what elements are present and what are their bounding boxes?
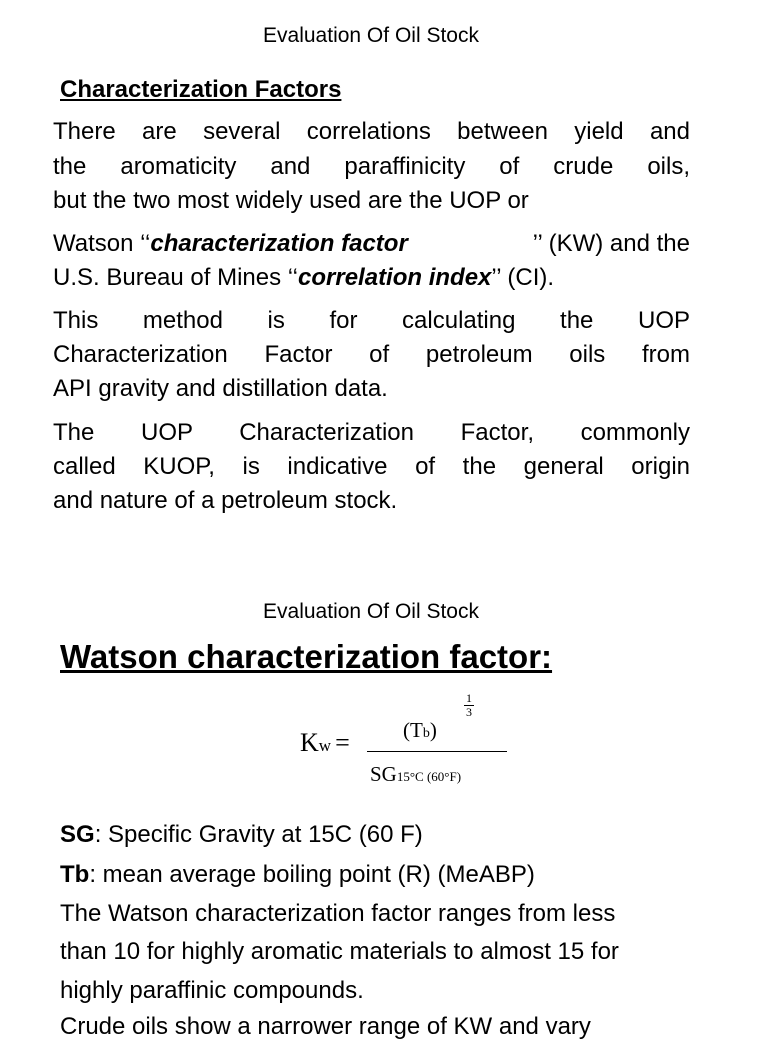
text: Watson ‘‘ (53, 230, 151, 257)
text: U.S. Bureau of Mines ‘‘ (53, 264, 299, 291)
text (408, 229, 533, 259)
exponent (464, 692, 474, 719)
sg-subscript: 15°C (60°F) (396, 769, 462, 784)
text-line: highly paraffinic compounds. (60, 977, 364, 1004)
text-line: There are several correlations between yield and (53, 118, 690, 145)
text-line: Crude oils show a narrower range of KW and vary (60, 1013, 591, 1040)
text-line: and nature of a petroleum stock. (53, 487, 398, 514)
formula-numerator (403, 718, 437, 743)
b-subscript: b (422, 726, 430, 741)
text-line: The Watson characterization factor ranges from less (60, 900, 616, 927)
slide2-header: Evaluation Of Oil Stock (263, 600, 479, 623)
tb-definition (60, 860, 535, 890)
text-line: the aromaticity and paraffinicity of crude oils, (53, 153, 690, 180)
k: K (300, 728, 319, 757)
text-line (53, 263, 690, 293)
text-line: The UOP Characterization Factor, commonly (53, 419, 690, 446)
sg-definition (60, 820, 423, 850)
exp-num: 1 (466, 691, 472, 705)
exp-den: 3 (466, 705, 472, 719)
sg-text: : Specific Gravity at 15C (60 F) (94, 821, 423, 848)
slide1-header: Evaluation Of Oil Stock (263, 24, 479, 47)
fraction-bar (367, 751, 507, 752)
text-line (53, 229, 690, 259)
watson-formula (300, 690, 520, 800)
text-line: Characterization Factor of petroleum oils from (53, 341, 690, 368)
text: ’’ (KW) and the (532, 230, 690, 257)
tb-label: Tb (60, 861, 90, 888)
text: ’’ (CI). (491, 264, 555, 291)
text-line: than 10 for highly aromatic materials to almost 15 for (60, 938, 619, 965)
text-line: but the two most widely used are the UOP or (53, 187, 529, 214)
sg-label: SG (60, 821, 95, 848)
text-line: called KUOP, is indicative of the general origin (53, 453, 690, 480)
formula-denominator (370, 762, 461, 787)
watson-heading: Watson characterization factor: (60, 638, 553, 675)
tb-text: : mean average boiling point (R) (MeABP) (89, 861, 535, 888)
text-line: API gravity and distillation data. (53, 375, 388, 402)
emphasis: correlation index (298, 264, 492, 291)
w-subscript: w (318, 736, 332, 755)
equals: = (335, 728, 350, 757)
characterization-factors-heading: Characterization Factors (60, 76, 342, 103)
text-line: This method is for calculating the UOP (53, 307, 690, 334)
emphasis: characterization factor (150, 230, 408, 257)
t: (T (403, 718, 423, 742)
formula-lhs (300, 728, 350, 758)
sg: SG (370, 762, 397, 786)
paren: ) (429, 718, 437, 742)
